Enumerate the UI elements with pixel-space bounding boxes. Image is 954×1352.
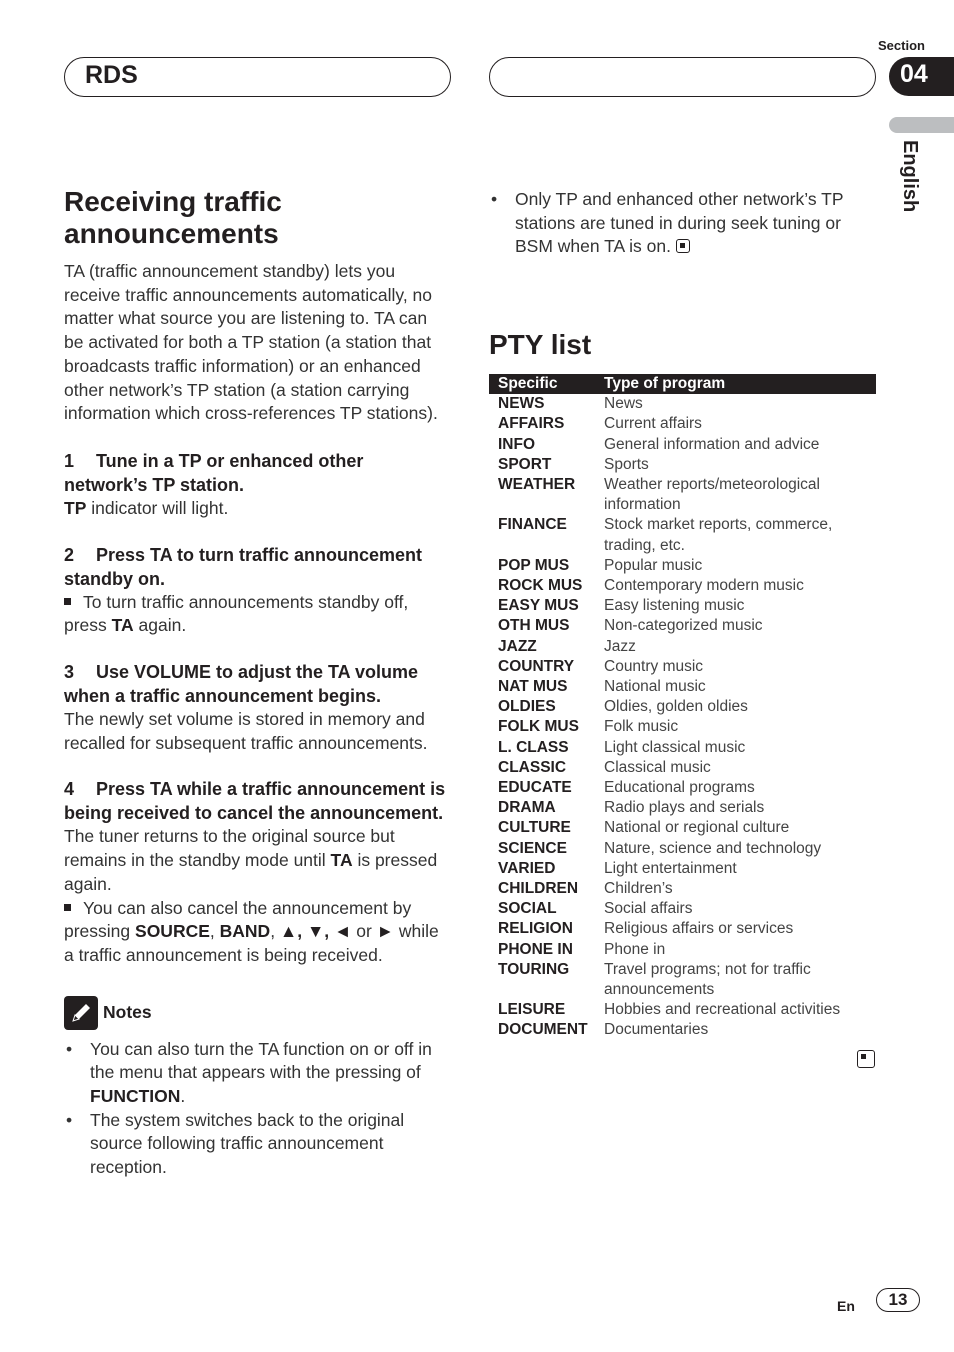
separator: , [270, 921, 280, 942]
pty-code: OLDIES [498, 698, 556, 716]
table-row [489, 859, 876, 879]
pty-code: PHONE IN [498, 940, 573, 958]
pty-description: Jazz [604, 637, 636, 655]
pty-code: DOCUMENT [498, 1021, 588, 1039]
table-row [489, 738, 876, 758]
end-mark-icon [676, 239, 690, 253]
table-row [489, 455, 876, 475]
separator: , [209, 921, 220, 942]
pty-code: SPORT [498, 455, 552, 473]
step-text: is pressed again. [64, 850, 438, 894]
note-text: . [180, 1086, 186, 1107]
table-row [489, 657, 876, 677]
bullet-text: Only TP and enhanced other network’s TP stations are tuned in during seek tuning or BSM when TA is on. [515, 189, 844, 257]
table-row [489, 697, 876, 717]
step-number: 1 [64, 450, 75, 471]
ta-button-label: TA [330, 850, 353, 871]
note-item [64, 1109, 451, 1180]
pty-description: Sports [604, 455, 649, 473]
table-row [489, 879, 876, 899]
table-row [489, 616, 876, 636]
pty-description: Folk music [604, 718, 679, 736]
pty-code: COUNTRY [498, 657, 575, 675]
table-row [489, 515, 876, 555]
pty-code: SCIENCE [498, 839, 567, 857]
table-row [489, 435, 876, 455]
function-button-label: FUNCTION [90, 1086, 181, 1107]
table-row [489, 919, 876, 939]
pty-code: LEISURE [498, 1001, 566, 1019]
table-row [489, 677, 876, 697]
table-row [489, 414, 876, 434]
pty-code: ROCK MUS [498, 576, 583, 594]
table-row [489, 1000, 876, 1020]
step-number: 2 [64, 544, 75, 565]
table-row [489, 798, 876, 818]
pty-description: National music [604, 677, 706, 695]
pty-code: CULTURE [498, 819, 571, 837]
pty-code: EASY MUS [498, 597, 579, 615]
table-row [489, 637, 876, 657]
pty-description: Oldies, golden oldies [604, 698, 748, 716]
pty-description: Popular music [604, 556, 703, 574]
step-title: Tune in a TP or enhanced other network’s TP station. [64, 450, 364, 495]
table-row [489, 960, 876, 1000]
pty-code: FINANCE [498, 516, 567, 534]
pty-code: NAT MUS [498, 677, 568, 695]
pty-description: Nature, science and technology [604, 839, 822, 857]
pty-table [489, 374, 876, 1041]
section-tab [889, 57, 954, 96]
left-column [64, 186, 451, 1180]
note-text: To turn traffic announcements standby off, press [64, 591, 409, 636]
chapter-pill [64, 57, 451, 97]
table-row [489, 778, 876, 798]
bullet-icon: • [66, 1109, 73, 1130]
pty-code: INFO [498, 435, 536, 453]
note-text: while a traffic announcement is being received. [64, 921, 439, 965]
step-3 [64, 660, 451, 708]
step-4-text [64, 825, 451, 896]
pty-code: CLASSIC [498, 758, 567, 776]
square-bullet-icon [64, 904, 71, 911]
step-text: The tuner returns to the original source but remains in the standby mode until [64, 826, 395, 871]
pty-description: Light entertainment [604, 859, 737, 877]
pty-description: Phone in [604, 940, 666, 958]
pty-code: FOLK MUS [498, 718, 579, 736]
page-number: 13 [888, 1290, 908, 1309]
page-number-badge [876, 1288, 920, 1312]
pty-description: Children’s [604, 879, 673, 897]
intro-paragraph: TA (traffic announcement standby) lets you receive traffic announcements automatically, no matter what source you are listening to. TA can be activated for both a TP station (a station that broadcasts traffic information) or an enhanced other network’s TP station (a station carrying information which cross-references TP stations). [64, 261, 438, 424]
language-label: English [899, 140, 921, 213]
column-header: Specific [489, 374, 604, 394]
note-text: The system switches back to the original source following traffic announcement reception. [90, 1109, 405, 1178]
note-text: You can also turn the TA function on or off in the menu that appears with the pressing of [90, 1038, 432, 1083]
table-row [489, 596, 876, 616]
separator: or [351, 921, 377, 942]
step-title: Press TA to turn traffic announcement standby on. [64, 544, 423, 589]
chapter-title: RDS [85, 61, 138, 89]
pty-description: Educational programs [604, 778, 755, 796]
table-row [489, 940, 876, 960]
source-button-label: SOURCE [135, 921, 210, 942]
bullet-icon: • [66, 1038, 73, 1059]
end-mark-icon [857, 1050, 875, 1068]
table-row [489, 475, 876, 515]
pty-description: Weather reports/meteorological information [604, 475, 820, 514]
table-row [489, 1020, 876, 1040]
table-row [489, 556, 876, 576]
tp-indicator-label: TP [64, 497, 87, 518]
notes-header [64, 996, 451, 1030]
pty-code: SOCIAL [498, 900, 557, 918]
step-number: 4 [64, 779, 75, 800]
pty-code: WEATHER [498, 475, 576, 493]
pencil-icon [64, 996, 98, 1030]
pty-description: Religious affairs or services [604, 920, 794, 938]
table-header-row [489, 374, 876, 394]
note-item [64, 1038, 451, 1109]
band-button-label: BAND [219, 921, 271, 942]
step-4-note [64, 897, 451, 968]
pty-description: Easy listening music [604, 597, 745, 615]
section-label: Section [878, 38, 925, 53]
pty-code: RELIGION [498, 920, 573, 938]
pty-description: Current affairs [604, 415, 702, 433]
pty-description: News [604, 395, 643, 413]
pty-description: Social affairs [604, 900, 693, 918]
pty-code: EDUCATE [498, 778, 572, 796]
pty-code: AFFAIRS [498, 415, 565, 433]
pty-heading: PTY list [489, 329, 592, 361]
empty-header-pill [489, 57, 876, 97]
step-title: Use VOLUME to adjust the TA volume when a traffic announcement begins. [64, 662, 419, 707]
step-3-text: The newly set volume is stored in memory and recalled for subsequent traffic announcements. [64, 709, 428, 753]
table-row [489, 818, 876, 838]
square-bullet-icon [64, 598, 71, 605]
table-row [489, 394, 876, 414]
pty-code: JAZZ [498, 637, 537, 655]
pty-code: OTH MUS [498, 617, 570, 635]
note-text: again. [133, 615, 187, 636]
pty-description: Hobbies and recreational activities [604, 1001, 841, 1019]
bullet-icon: • [491, 189, 498, 209]
table-row [489, 717, 876, 737]
pty-code: VARIED [498, 859, 556, 877]
right-column [489, 188, 876, 1071]
pty-code: CHILDREN [498, 879, 579, 897]
pty-code: DRAMA [498, 799, 556, 817]
arrow-buttons-label: ▲, ▼, ◄ [279, 921, 352, 942]
pty-description: Contemporary modern music [604, 576, 804, 594]
notes-title: Notes [103, 1002, 152, 1023]
step-1 [64, 449, 451, 497]
column-header: Type of program [604, 374, 876, 394]
pty-code: TOURING [498, 960, 570, 978]
pty-code: L. CLASS [498, 738, 569, 756]
right-arrow-label: ► [376, 921, 394, 942]
table-row [489, 758, 876, 778]
step-4 [64, 777, 451, 825]
pty-description: Classical music [604, 758, 711, 776]
note-text: You can also cancel the announcement by pressing [64, 897, 412, 942]
language-tab [889, 117, 954, 133]
table-row [489, 899, 876, 919]
pty-description: Country music [604, 657, 704, 675]
pty-description: Stock market reports, commerce, trading, etc. [604, 516, 833, 554]
section-number: 04 [900, 60, 928, 88]
step-2 [64, 543, 451, 591]
pty-description: Documentaries [604, 1021, 709, 1039]
pty-description: Light classical music [604, 738, 746, 756]
pty-code: NEWS [498, 395, 545, 413]
footer-lang: En [837, 1298, 855, 1314]
ta-bullet [489, 188, 876, 259]
step-title: Press TA while a traffic announcement is being received to cancel the announcement. [64, 779, 446, 824]
step-text: indicator will light. [86, 497, 229, 518]
step-2-note [64, 591, 451, 638]
section-heading: Receiving traffic announcements [64, 186, 282, 249]
pty-description: Radio plays and serials [604, 799, 765, 817]
pty-description: National or regional culture [604, 819, 790, 837]
step-number: 3 [64, 662, 75, 683]
pty-description: Non-categorized music [604, 617, 763, 635]
pty-code: POP MUS [498, 556, 570, 574]
step-1-text [64, 497, 451, 521]
table-row [489, 839, 876, 859]
pty-description: General information and advice [604, 435, 820, 453]
table-row [489, 576, 876, 596]
pty-description: Travel programs; not for traffic announcements [604, 960, 811, 998]
ta-button-label: TA [111, 615, 134, 636]
